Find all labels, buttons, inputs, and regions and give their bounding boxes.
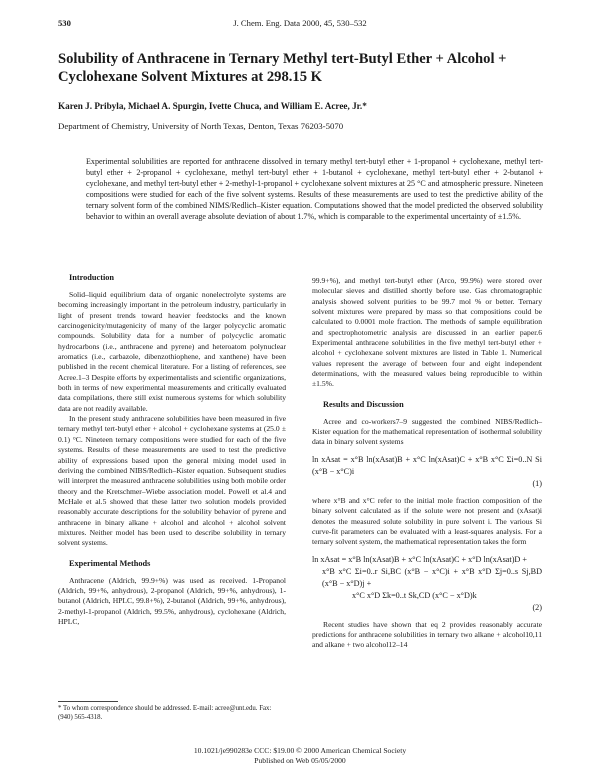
affiliation: Department of Chemistry, University of North Texas, Denton, Texas 76203-5070 [58, 121, 344, 131]
abstract: Experimental solubilities are reported for anthracene dissolved in ternary methyl tert-butyl ether + 1-propanol + cyclohexane, methyl tert-butyl ether + 2-propanol + cyclohexane, methyl tert-butyl ether + 1-butanol + cyclohexane, methyl tert-butyl ether + 2-butanol + cyclohexane, and methyl tert-butyl ether + 2-methyl-1-propanol + cyclohexane solvent mixtures at 25 °C and atmospheric pressure. Nineteen compositions were studied for each of the five solvent systems. Results of these measurements are used to test the predictive ability of the ternary solvent form of the combined NIMS/Redlich–Kister equation. Computations showed that the model predicted the observed solubility behavior to within an overall average absolute deviation of about 1.7%, which is comparable to the experimental uncertainty of ±1.5%. [86, 157, 543, 221]
article-title: Solubility of Anthracene in Ternary Methyl tert-Butyl Ether + Alcohol + Cyclohexane Solvent Mixtures at 298.15 K [58, 51, 507, 85]
equation-1-line: ln xAsat = x°B ln(xAsat)B + x°C ln(xAsat)C + x°B x°C Σi=0..N Si (x°B − x°C)i [312, 454, 542, 476]
results-heading: Results and Discussion [323, 399, 404, 409]
results-paragraph-1: Acree and co-workers7–9 suggested the combined NIBS/Redlich–Kister equation for the mathematical representation of isothermal solubility data in binary solvent systems [312, 416, 542, 447]
equation-2-line-3: x°C x°D Σk=0..t Sk,CD (x°C − x°D)k [352, 590, 477, 600]
footnote: * To whom correspondence should be addressed. E-mail: acree@unt.edu. Fax: (940) 565-4318. [58, 705, 272, 721]
page-footer [58, 746, 542, 765]
running-header [58, 18, 542, 32]
equation-2-number: (2) [532, 602, 542, 612]
publication-date-line: Published on Web 05/05/2000 [254, 755, 346, 765]
results-paragraph-3: Recent studies have shown that eq 2 provides reasonably accurate predictions for anthracene solubilities in ternary two alkane + alcohol10,11 and alkane + two alcohol12–14 [312, 619, 542, 650]
equation-1-number: (1) [532, 478, 542, 488]
author-list: Karen J. Pribyla, Michael A. Spurgin, Ivette Chuca, and William E. Acree, Jr.* [58, 101, 367, 111]
introduction-heading: Introduction [69, 273, 115, 282]
intro-paragraph-2: In the present study anthracene solubilities have been measured in five ternary methyl tert-butyl ether + alcohol + cyclohexane systems at (25.0 ± 0.1) °C. Nineteen ternary compositions were studied for each of the five systems. Results of these measurements are used to test the predictive ability of expressions based upon the general mixing model used in deriving the combined NIBS/Redlich–Kister equation. Subsequent studies will interpret the measured anthracene solubilities using both mobile order theory and the Kretschmer–Wiebe association model. Powell et al.4 and McHale et al.5 showed that these latter two solution models provided reasonably accurate descriptions for the solubility behavior of pyrene and anthracene in binary alkane + alcohol and alcohol + alcohol solvent mixtures. Neither model has been used to describe solubility in ternary solvent systems. [58, 414, 286, 548]
intro-paragraph-1: Solid–liquid equilibrium data of organic nonelectrolyte systems are becoming increasingly important in the petroleum industry, particularly in light of present trends toward heavier feedstocks and the known carcinogenicity/mutagenicity of many of the larger polycyclic aromatic compounds. Solubility data for a number of polycyclic aromatic hydrocarbons (i.e., anthracene and pyrene) and heteroatom polynuclear aromatics (i.e., carbazole, dibenzothiophene, and xanthene) have been published in the recent chemical literature. For a listing of references, see Acree.1–3 Despite efforts by experimentalists and scientific organizations, both in terms of new experimental measurements and critically evaluated data compilations, there still exist numerous systems for which solubility data are not readily available. [58, 290, 286, 413]
equation-2-line-1: ln xAsat = x°B ln(xAsat)B + x°C ln(xAsat)C + x°D ln(xAsat)D + [312, 554, 527, 564]
page-number: 530 [58, 18, 71, 28]
right-column [312, 276, 542, 651]
equation-2-line-2: x°B x°C Σi=0..r Si,BC (x°B − x°C)i + x°B x°D Σj=0..s Sj,BD (x°B − x°D)j + [322, 566, 542, 588]
equation-2 [312, 554, 542, 614]
equation-1 [312, 454, 542, 490]
journal-citation: J. Chem. Eng. Data 2000, 45, 530–532 [233, 18, 367, 28]
left-column [58, 272, 286, 627]
results-paragraph-2: where x°B and x°C refer to the initial mole fraction composition of the binary solvent calculated as if the solute were not present and (xAsat)i denotes the measured solute solubility in pure solvent i. The various Si curve-fit parameters can be evaluated with a least-squares analysis. For a ternary solvent system, the mathematical representation takes the form [312, 495, 542, 547]
footnote-rule [58, 701, 118, 702]
methods-heading: Experimental Methods [69, 558, 151, 568]
methods-paragraph-1: Anthracene (Aldrich, 99.9+%) was used as received. 1-Propanol (Aldrich, 99+%, anhydrous), 2-propanol (Aldrich, 99+%, anhydrous), 1-butanol (Aldrich, HPLC, 99.8+%), 2-butanol (Aldrich, 99+%, anhydrous), 2-methyl-1-propanol (Aldrich, 99.5%, anhydrous), cyclohexane (Aldrich, HPLC, [58, 575, 286, 626]
methods-paragraph-2: 99.9+%), and methyl tert-butyl ether (Arco, 99.9%) were stored over molecular sieves and distilled shortly before use. Gas chromatographic analysis showed solvent purities to be 99.7 mol % or better. Ternary solvent mixtures were prepared by mass so that compositions could be calculated to 0.0001 mole fraction. The methods of sample equilibration and spectrophotometric analysis are discussed in an earlier paper.6 Experimental anthracene solubilities in the five methyl tert-butyl ether + alcohol + cyclohexane solvent mixtures are listed in Table 1. Numerical values represent the average of between four and eight independent determinations, with the measured values being reproducible to within ±1.5%. [312, 276, 542, 389]
doi-copyright-line: 10.1021/je990283e CCC: $19.00 © 2000 American Chemical Society [193, 746, 407, 755]
